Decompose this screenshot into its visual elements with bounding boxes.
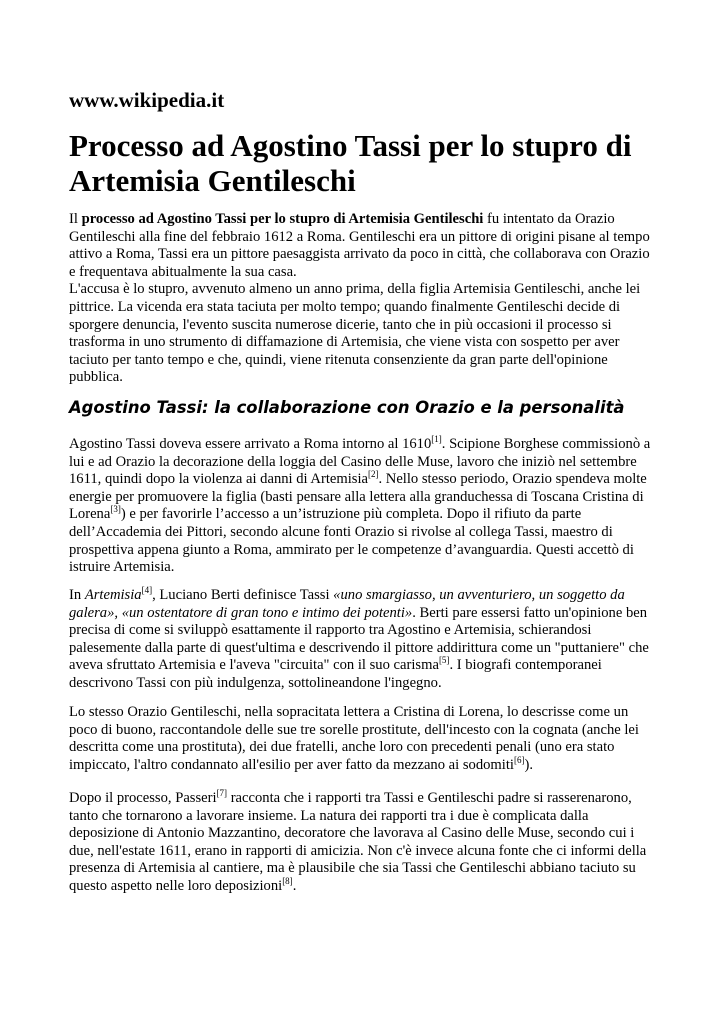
ref-4[interactable]: [4] <box>141 585 153 595</box>
p2-text-d: . I biografi contemporanei descrivono Tassi con più indulgenza, sottolineandone l'ingegno. <box>69 657 602 691</box>
p2-text-b: , Luciano Berti definisce Tassi <box>152 587 334 603</box>
p3-text-b: ). <box>524 756 533 773</box>
berti-quote: «uno smargiasso, un avventuriero, un soggetto da galera», «un ostentatore di gran tono e intimo dei potenti» <box>69 587 625 621</box>
p4-text-c: . <box>292 877 297 894</box>
paragraph-1 <box>69 436 659 577</box>
intro-lead-plain: Il <box>69 211 82 227</box>
intro-lead-bold: processo ad Agostino Tassi per lo stupro di Artemisia Gentileschi <box>81 211 484 227</box>
ref-1[interactable]: [1] <box>431 434 442 444</box>
intro-paragraph <box>69 211 659 387</box>
ref-8[interactable]: [8] <box>282 875 293 886</box>
p1-text-b: . Scipione Borghese commissionò a lui e ad Orazio la decorazione della loggia del Casino delle Muse, lavoro che iniziò nel settembre 1611, quindi dopo la violenza ai danni di Artemisia <box>69 436 651 488</box>
p2-text-c: . Berti pare essersi fatto un'opinione ben precisa di come si sviluppò esattamente il rapporto tra Agostino e Artemisia, schierandosi palesemente dalla parte di quest'ultima e descrivendo il pittore addirittura come un "puttaniere" che aveva sfruttato Artemisia e l'aveva "circuita" con il suo carisma <box>69 604 649 674</box>
p1-text-c: . Nello stesso periodo, Orazio spendeva molte energie per promuovere la figlia (basti pensare alla lettera alla granduchessa di Toscana Cristina di Lorena <box>69 471 647 523</box>
intro-second: L'accusa è lo stupro, avvenuto almeno un anno prima, della figlia Artemisia Gentileschi, anche lei pittrice. La vicenda era stata taciuta per molto tempo; quando finalmente Gentileschi decide di sporgere denuncia, l'evento suscita numerose dicerie, tanto che in più occasioni il processo si trasforma in uno strumento di diffamazione di Artemisia, che viene vista con sospetto per aver taciuto per tanto tempo e che, quindi, viene ritenuta consenziente da gran parte dell'opinione pubblica. <box>69 281 641 386</box>
section-heading: Agostino Tassi: la collaborazione con Orazio e la personalità <box>69 398 625 417</box>
p1-text-a: Agostino Tassi doveva essere arrivato a Roma intorno al 1610 <box>69 436 432 452</box>
ref-6[interactable]: [6] <box>513 754 525 765</box>
page-title: Processo ad Agostino Tassi per lo stupro di Artemisia Gentileschi <box>69 128 632 198</box>
p3-text-a: Lo stesso Orazio Gentileschi, nella sopracitata lettera a Cristina di Lorena, lo descrisse come un poco di buono, raccontandole delle sue tre sorelle prostitute, dell'incesto con la cognata (anche lei descritta come una prostituta), dei due fratelli, anche loro con precedenti penali (uno era stato impiccato, l'altro condannato all'esilio per aver fatto da mezzano ai sodomiti <box>69 704 639 773</box>
ref-7[interactable]: [7] <box>216 788 228 798</box>
p1-text-d: ) e per favorirle l’accesso a un’istruzione più completa. Dopo il rifiuto da parte dell’Accademia dei Pittori, secondo alcune fonti Orazio si rivolse al collega Tassi, maestro di prospettiva appena giunto a Roma, ammirato per le competenze d’avanguardia. Questi accettò di istruire Artemisia. <box>69 506 634 576</box>
paragraph-4 <box>69 790 659 896</box>
book-title: Artemisia <box>84 587 142 603</box>
p4-text-a: Dopo il processo, Passeri <box>69 790 217 806</box>
ref-3[interactable]: [3] <box>110 504 121 515</box>
paragraph-3 <box>69 704 659 774</box>
p2-text-a: In <box>69 587 85 603</box>
ref-5[interactable]: [5] <box>438 655 450 666</box>
site-url: www.wikipedia.it <box>69 88 225 112</box>
paragraph-2 <box>69 587 659 693</box>
intro-lead-rest: fu intentato da Orazio Gentileschi alla fine del febbraio 1612 a Roma. Gentileschi era un pittore di origini pisane al tempo attivo a Roma, Tassi era un pittore paesaggista arrivato da poco in città, che collaborava con Orazio e frequentava abitualmente la sua casa. <box>69 211 650 280</box>
ref-2[interactable]: [2] <box>367 469 379 480</box>
p4-text-b: racconta che i rapporti tra Tassi e Gentileschi padre si rasserenarono, tanto che tornarono a lavorare insieme. La natura dei rapporti tra i due è complicata dalla deposizione di Antonio Mazzantino, decoratore che lavorava al Casino delle Muse, secondo cui i due, nell'estate 1611, erano in rapporti di amicizia. Non c'è invece alcuna fonte che ci informi della presenza di Artemisia al cantiere, ma è plausibile che sia Tassi che Gentileschi abbiano taciuto su questo aspetto nelle loro deposizioni <box>69 790 647 894</box>
